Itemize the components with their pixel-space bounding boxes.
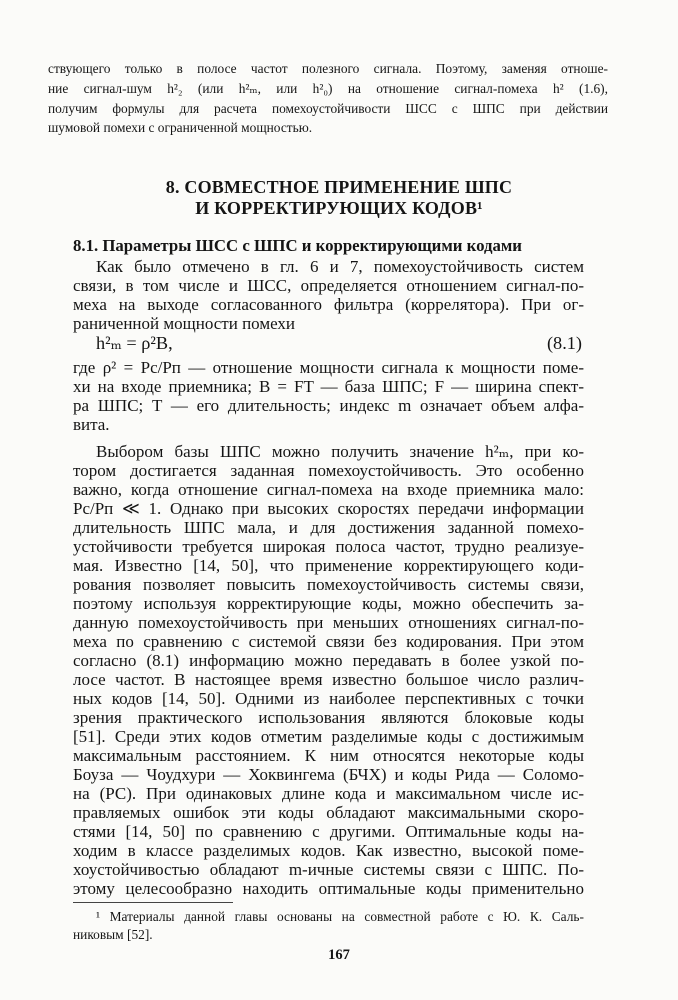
body-line: лосе частот. В настоящее время известно большое число различ- (73, 670, 584, 689)
body-line: [51]. Среди этих кодов отметим разделимые коды с достижимым (73, 727, 584, 746)
body-line: правляемых ошибок эти коды обладают максимальными скоро- (73, 803, 584, 822)
body-line: ходим в классе разделимых кодов. Как известно, высокой поме- (73, 841, 584, 860)
body-line: где ρ² = Pс/Pп — отношение мощности сигнала к мощности поме- (73, 358, 584, 377)
body-line: мая. Известно [14, 50], что применение корректирующего коди- (73, 556, 584, 575)
body-line: важно, когда отношение сигнал-помеха на входе приемника мало: (73, 480, 584, 499)
body-line: Pс/Pп ≪ 1. Однако при высоких скоростях передачи информации (73, 499, 584, 518)
body-line: хоустойчивостью обладают m-ичные системы связи с ШПС. По- (73, 860, 584, 879)
footnote-line: ¹ Материалы данной главы основаны на совместной работе с Ю. К. Саль- (96, 909, 584, 924)
body-line: согласно (8.1) информацию можно передавать в более узкой по- (73, 651, 584, 670)
body-line: раниченной мощности помехи (73, 314, 296, 333)
body-line: хи на входе приемника; B = FT — база ШПС; F — ширина спект- (73, 377, 584, 396)
body-line: данную помехоустойчивость при меньших отношениях сигнал-по- (73, 613, 584, 632)
intro-line: ствующего только в полосе частот полезного сигнала. Поэтому, заменяя отноше- (48, 61, 608, 76)
body-line: ных кодов [14, 50]. Одними из наиболее перспективных с точки (73, 689, 584, 708)
equation-formula: h²ₘ = ρ²B, (96, 333, 173, 353)
body-line: зрения практического использования являются блоковые коды (73, 708, 584, 727)
body-line: меха на выходе согласованного фильтра (коррелятора). При ог- (73, 295, 584, 314)
intro-line: получим формулы для расчета помехоустойчивости ШСС с ШПС при действии (48, 101, 608, 116)
body-line: рования позволяет повысить помехоустойчивость системы связи, (73, 575, 584, 594)
chapter-title-line-1: 8. СОВМЕСТНОЕ ПРИМЕНЕНИЕ ШПС (165, 177, 513, 197)
page-number: 167 (328, 947, 350, 963)
body-line: меха по сравнению с системой связи без кодирования. При этом (73, 632, 584, 651)
body-line: тором достигается заданная помехоустойчивость. Это особенно (73, 461, 584, 480)
chapter-title-line-2: И КОРРЕКТИРУЮЩИХ КОДОВ¹ (195, 198, 483, 218)
section-title: 8.1. Параметры ШСС с ШПС и корректирующими кодами (73, 236, 522, 255)
body-line: ра ШПС; T — его длительность; индекс m означает объем алфа- (73, 396, 584, 415)
body-line: длительность ШПС мала, и для достижения заданной помехо- (73, 518, 584, 537)
equation-number: (8.1) (546, 333, 582, 353)
body-line: стями [14, 50] по сравнению с другими. Оптимальные коды на- (73, 822, 584, 841)
body-line: на (РС). При одинаковых длине кода и максимальном числе ис- (73, 784, 584, 803)
body-line: вита. (73, 415, 110, 434)
body-line: этому целесообразно находить оптимальные коды применительно (73, 879, 584, 898)
body-line: максимальным расстоянием. К ним относятся некоторые коды (73, 746, 584, 765)
body-line: устойчивости требуется широкая полоса частот, трудно реализуе- (73, 537, 584, 556)
body-line: Выбором базы ШПС можно получить значение h²ₘ, при ко- (96, 442, 584, 461)
body-line: Как было отмечено в гл. 6 и 7, помехоустойчивость систем (96, 257, 584, 276)
footnote-line: никовым [52]. (73, 927, 153, 942)
intro-line: ние сигнал-шум h²₂ (или h²ₘ, или h²₀) на отношение сигнал-помеха h² (1.6), (48, 81, 608, 96)
body-line: связи, в том числе и ШСС, определяется отношением сигнал-по- (73, 276, 584, 295)
intro-line: шумовой помехи с ограниченной мощностью. (48, 120, 313, 135)
body-line: Боуза — Чоудхури — Хоквингема (БЧХ) и коды Рида — Соломо- (73, 765, 584, 784)
body-line: поэтому используя корректирующие коды, можно обеспечить за- (73, 594, 584, 613)
